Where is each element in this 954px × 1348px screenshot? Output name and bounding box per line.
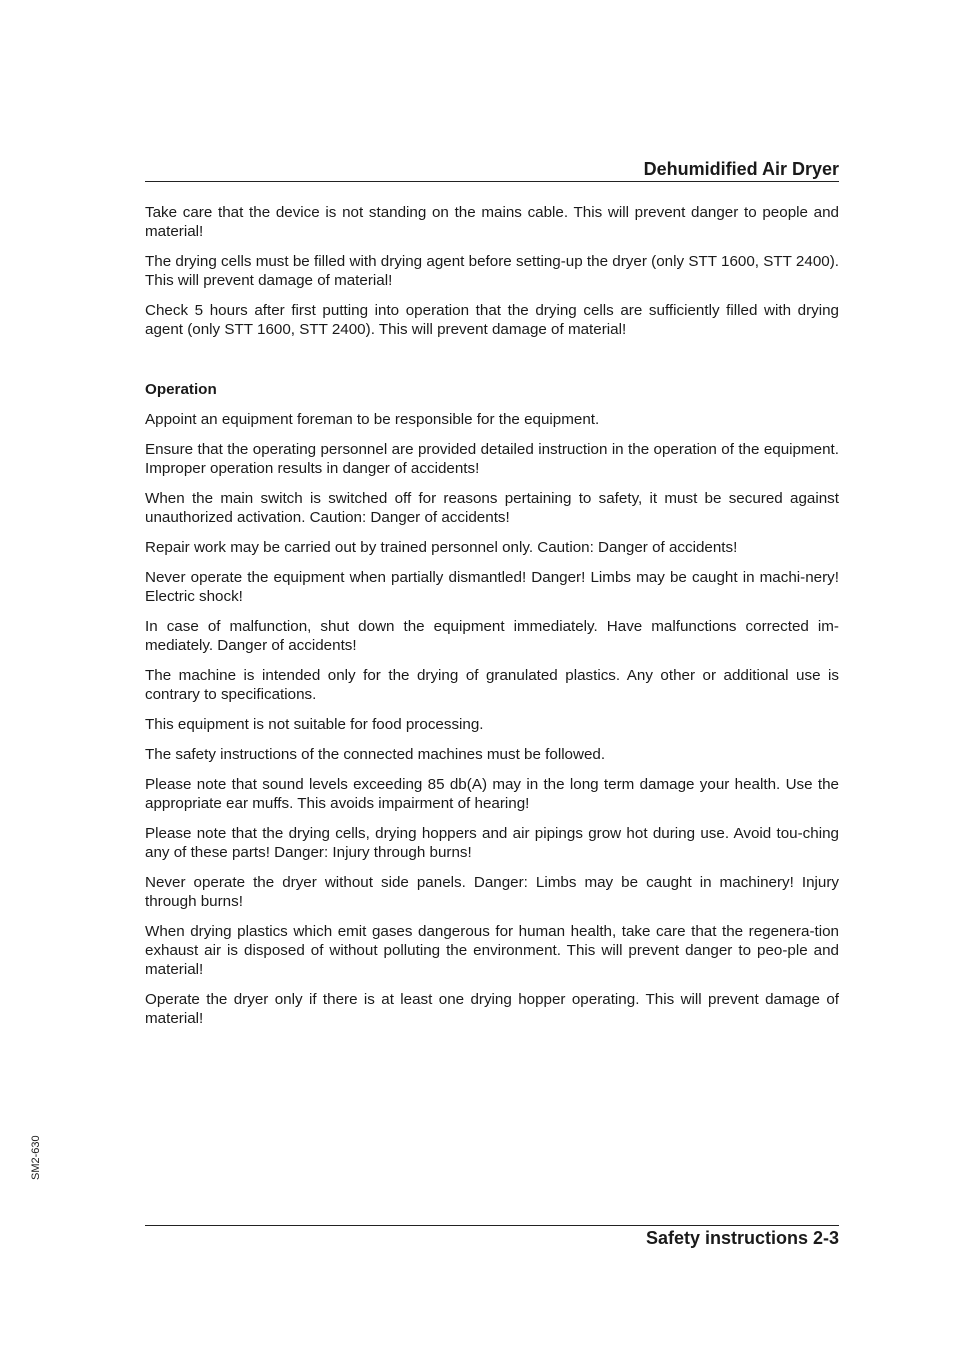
operation-paragraph: In case of malfunction, shut down the equipment immediately. Have malfunctions corrected im-mediately. Danger of accidents! [145, 618, 839, 654]
operation-paragraph: Please note that sound levels exceeding 85 db(A) may in the long term damage your health. Use the appropriate ear muffs. This avoids impairment of hearing! [145, 776, 839, 812]
intro-paragraph: Take care that the device is not standing on the mains cable. This will prevent danger to people and material! [145, 204, 839, 240]
operation-paragraph: Ensure that the operating personnel are provided detailed instruction in the operation of the equipment. Improper operation results in danger of accidents! [145, 441, 839, 477]
page-header-title: Dehumidified Air Dryer [643, 159, 839, 179]
operation-paragraph: This equipment is not suitable for food processing. [145, 716, 484, 733]
operation-paragraph: Operate the dryer only if there is at least one drying hopper operating. This will prevent damage of material! [145, 991, 839, 1027]
operation-paragraph: Appoint an equipment foreman to be responsible for the equipment. [145, 411, 600, 428]
page-content [145, 203, 839, 1039]
operation-paragraph: Repair work may be carried out by trained personnel only. Caution: Danger of accidents! [145, 539, 738, 556]
operation-paragraph: When drying plastics which emit gases dangerous for human health, take care that the regenera-tion exhaust air is disposed of without polluting the environment. This will prevent danger to peo-ple and material! [145, 923, 839, 978]
section-heading-operation: Operation [145, 381, 217, 398]
operation-paragraph: The machine is intended only for the drying of granulated plastics. Any other or additional use is contrary to specifications. [145, 667, 839, 703]
header-divider [145, 181, 839, 182]
document-code: SM2-630 [30, 1135, 42, 1180]
intro-paragraph: Check 5 hours after first putting into operation that the drying cells are sufficiently filled with drying agent (only STT 1600, STT 2400). This will prevent damage of material! [145, 302, 839, 338]
operation-paragraph: The safety instructions of the connected machines must be followed. [145, 746, 606, 763]
operation-paragraph: When the main switch is switched off for reasons pertaining to safety, it must be secured against unauthorized activation. Caution: Danger of accidents! [145, 490, 839, 526]
operation-paragraph: Please note that the drying cells, drying hoppers and air pipings grow hot during use. Avoid tou-ching any of these parts! Danger: Injury through burns! [145, 825, 839, 861]
operation-paragraph: Never operate the dryer without side panels. Danger: Limbs may be caught in machinery! Injury through burns! [145, 874, 839, 910]
intro-paragraph: The drying cells must be filled with drying agent before setting-up the dryer (only STT 1600, STT 2400). This will prevent damage of material! [145, 253, 839, 289]
page-footer-title: Safety instructions 2-3 [645, 1228, 839, 1248]
footer-divider [145, 1225, 839, 1226]
operation-paragraph: Never operate the equipment when partially dismantled! Danger! Limbs may be caught in machi-nery! Electric shock! [145, 569, 839, 605]
